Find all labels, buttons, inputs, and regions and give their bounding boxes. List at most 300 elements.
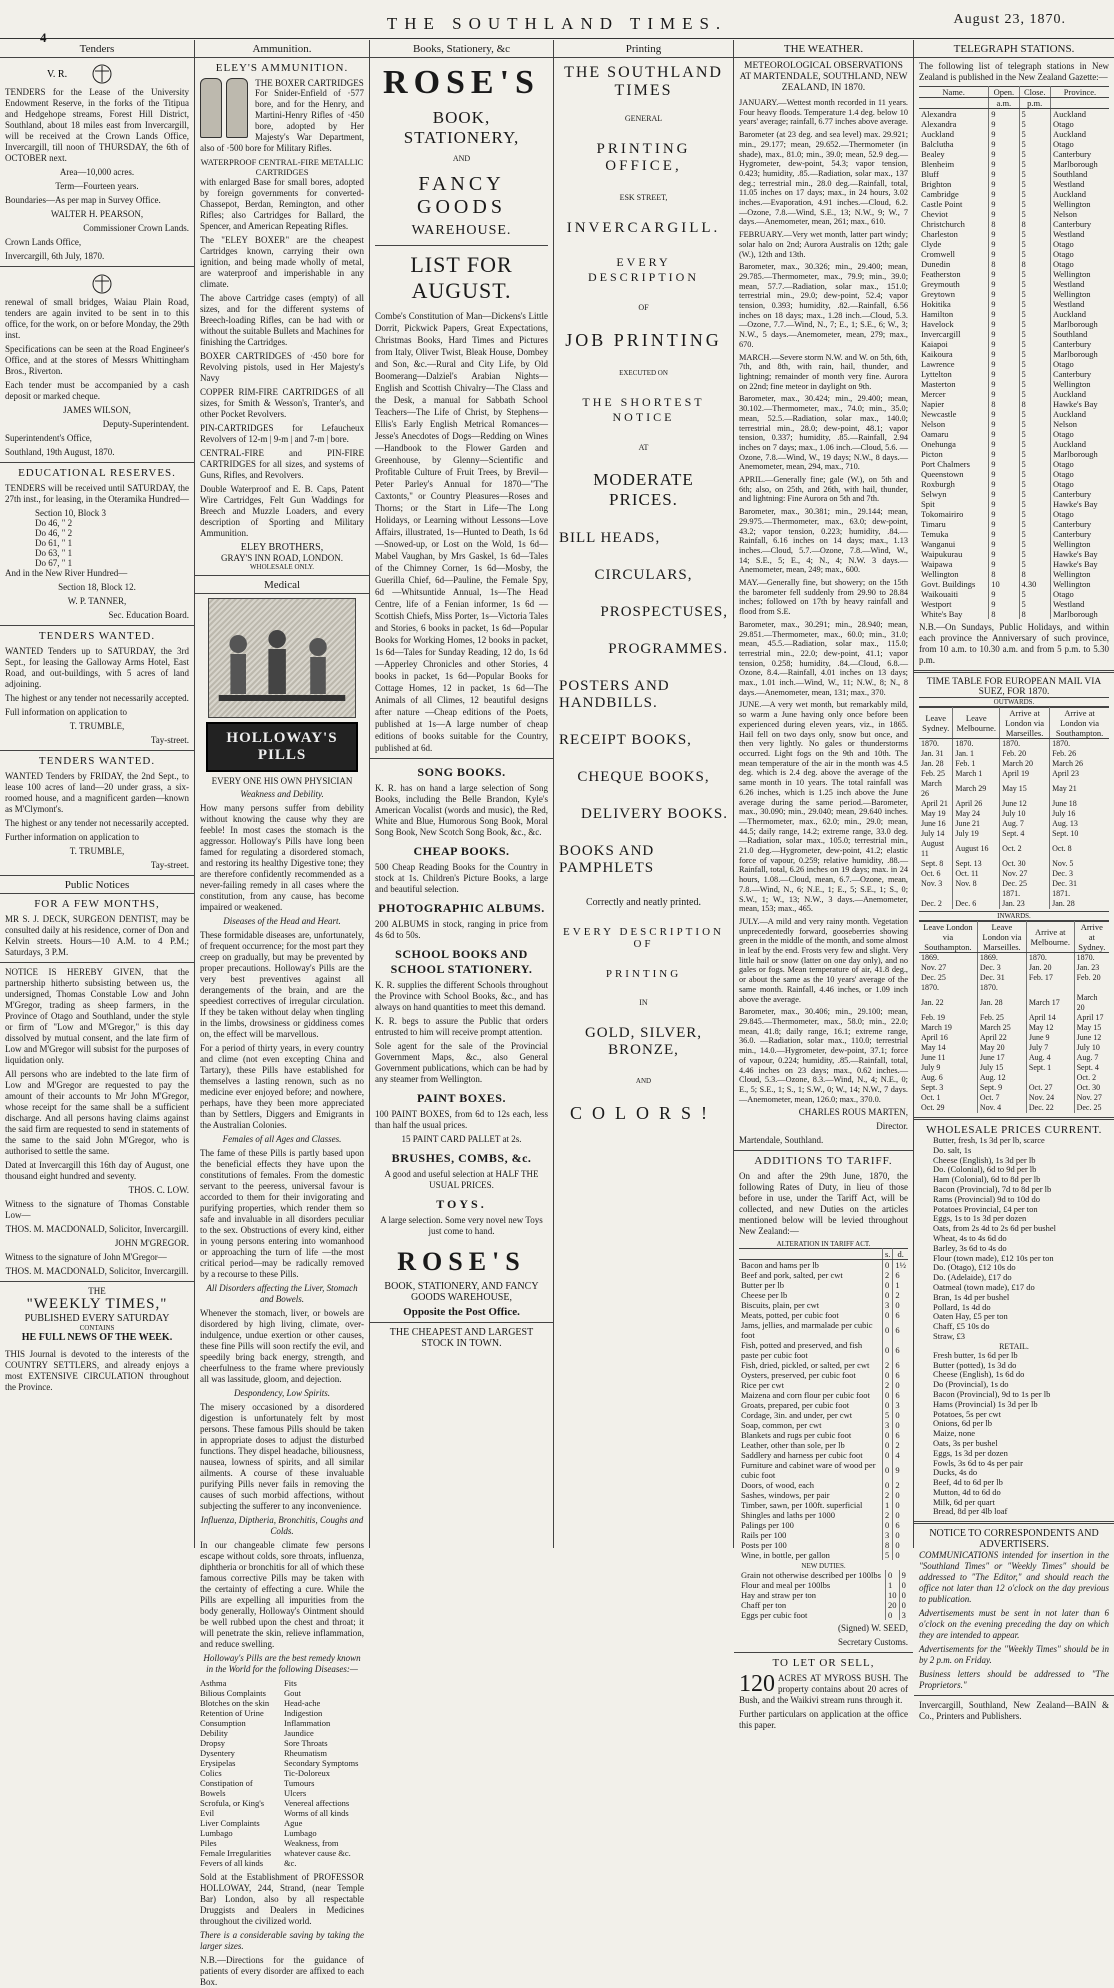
date-crown-lands: Invercargill, 6th July, 1870.: [5, 251, 105, 261]
table-cell: Otago: [1052, 119, 1074, 129]
table-row: [919, 329, 1109, 339]
table-row: [919, 369, 1109, 379]
table-row: [919, 819, 1109, 829]
table-cell: April 26: [953, 799, 1000, 809]
table-cell: Otago: [1052, 249, 1074, 259]
table-row: [919, 983, 1109, 993]
list-item: Tic-Doloreux: [284, 1768, 330, 1778]
table-cell: 2: [882, 1490, 892, 1500]
table-cell: Canterbury: [1052, 489, 1092, 499]
table-row: [919, 739, 1109, 750]
table-cell: Wellington: [919, 569, 989, 579]
table-cell: Marlborough: [1052, 319, 1098, 329]
table-cell: Kaikoura: [919, 349, 989, 359]
brushes-body: A good and useful selection at HALF THE USUAL PRICES.: [384, 1169, 539, 1190]
signature-pearson: WALTER H. PEARSON,: [50, 209, 144, 219]
weather-february-data: Barometer, max., 30.326; min., 29.400; mean, 29.785.—Thermometer, max., 79.9; min., 39.0; mean, 57.7.—Radiation, solar max., 151.0; terrestrial min., 29.0; dew-point, 52.4; vapor tension, 0.393; humidity, .82.—Rainfall, 6.56 inches on 18 days; max., 1.28 inch.—Cloud, 5.3. —Ozone, 7.7.—Wind, N., 7; E., 1; S.E., 6; W., 3; N.W., 5 days.—Anemometer, mean, 279; max., 670.: [739, 262, 908, 349]
table-cell: 2: [882, 1270, 892, 1280]
table-row: [919, 459, 1109, 469]
table-cell: Feb. 17: [1026, 973, 1074, 983]
table-cell: July 16: [1052, 809, 1076, 818]
list-item: Onions, 6d per lb: [933, 1418, 993, 1429]
list-item: Debility: [200, 1728, 228, 1738]
table-cell: Jan. 28: [1052, 899, 1075, 908]
table-cell: 5: [1019, 519, 1050, 529]
table-cell: Nelson: [1052, 419, 1078, 429]
table-cell: 2: [882, 1510, 892, 1520]
list-item: Straw, £3: [933, 1330, 966, 1341]
list-item: Bread, 8d per 4lb loaf: [933, 1506, 1008, 1517]
list-item: Beef, 4d to 6d per lb: [933, 1477, 1003, 1488]
signature-macdonald-1: THOS. M. MACDONALD, Solicitor, Invercargill.: [5, 1224, 189, 1234]
table-cell: Biscuits, plain, per cwt: [739, 1300, 882, 1310]
table-cell: Nov. 24: [1026, 1093, 1074, 1103]
list-item: Ulcers: [284, 1788, 307, 1798]
table-cell: Eggs per cubic foot: [739, 1610, 885, 1620]
table-cell: Jan. 28: [919, 759, 953, 769]
table-row: [919, 1053, 1109, 1063]
list-item: Fevers of all kinds: [200, 1858, 264, 1868]
martendale: Martendale, Southland.: [739, 1135, 824, 1146]
table-cell: 2: [895, 1290, 900, 1301]
table-cell: 9: [989, 589, 1019, 599]
table-cell: Auckland: [1052, 109, 1086, 119]
table-row: [919, 499, 1109, 509]
table-cell: Bacon and hams per lb: [739, 1260, 882, 1271]
table-cell: 9: [989, 559, 1019, 569]
table-cell: 8: [989, 609, 1019, 619]
table-cell: 9: [989, 479, 1019, 489]
heading-photo-albums: PHOTOGRAPHIC ALBUMS.: [378, 901, 545, 915]
table-row: [919, 219, 1109, 229]
list-item: Do. (Colonial), 6d to 9d per lb: [933, 1164, 1037, 1175]
table-cell: Westland: [1052, 279, 1085, 289]
table-cell: Jan. 1: [953, 749, 1000, 759]
table-cell: 0: [895, 1510, 900, 1521]
list-item: Cheese (English), 1s 3d per lb: [933, 1154, 1036, 1165]
table-row: [739, 1340, 908, 1360]
invercargill: INVERCARGILL.: [566, 220, 721, 236]
table-cell: 0: [882, 1460, 892, 1480]
table-cell: Otago: [1052, 359, 1074, 369]
table-cell: Jan. 22: [919, 993, 977, 1013]
table-cell: Otago: [1052, 239, 1074, 249]
table-cell: Groats, prepared, per cubic foot: [739, 1400, 882, 1410]
general-word: GENERAL: [624, 114, 663, 123]
table-cell: 0: [882, 1260, 892, 1271]
tender-reserve: TENDERS for the Lease of the University Endowment Reserve, in the forks of the Titipua and Hedgehope streams, Forest Hill District, Southland, about 18 miles east from Invercargill, will be received at the Crown Lands Office, Invercargill, till noon of THURSDAY, the 6th of OCTOBER next.: [5, 87, 189, 163]
table-cell: 3: [895, 1400, 900, 1411]
royal-arms-emblem: [5, 61, 189, 87]
table-cell: Hokitika: [919, 299, 989, 309]
table-cell: Feb. 19: [919, 1013, 977, 1023]
heading-educational-reserves: EDUCATIONAL RESERVES.: [18, 467, 176, 479]
signature-mgregor: JOHN M'GREGOR.: [114, 1238, 189, 1248]
table-row: [919, 609, 1109, 619]
at-word: AT: [638, 443, 649, 452]
table-cell: 1870.: [919, 739, 953, 750]
tariff-col-s: s.: [882, 1249, 892, 1260]
table-cell: 5: [1019, 309, 1050, 319]
table-cell: Otago: [1052, 459, 1074, 469]
heading-weakness: Weakness and Debility.: [240, 789, 324, 799]
list-item: Secondary Symptoms: [284, 1758, 359, 1768]
table-row: [919, 289, 1109, 299]
table-cell: May 14: [919, 1043, 977, 1053]
table-cell: 5: [1019, 189, 1050, 199]
table-row: [919, 1103, 1109, 1113]
table-cell: 9: [989, 489, 1019, 499]
table-cell: 5: [1019, 469, 1050, 479]
fancy-goods: FANCY GOODS: [417, 173, 506, 218]
table-cell: Feb. 20: [1000, 749, 1050, 759]
list-item: Ham (Colonial), 6d to 8d per lb: [933, 1174, 1041, 1185]
table-cell: 9: [989, 289, 1019, 299]
list-item: Maize, none: [933, 1428, 976, 1439]
table-cell: 1: [885, 1580, 899, 1590]
table-cell: 9: [895, 1465, 900, 1476]
table-row: [919, 159, 1109, 169]
table-cell: Canterbury: [1052, 519, 1092, 529]
telegraph-table: [919, 86, 1109, 619]
table-cell: May 19: [919, 809, 953, 819]
table-cell: 9: [989, 309, 1019, 319]
table-cell: 1870.: [953, 739, 1000, 750]
table-cell: Oysters, preserved, per cubic foot: [739, 1370, 882, 1380]
table-cell: March 1: [953, 769, 1000, 779]
sub-am: a.m.: [989, 98, 1019, 109]
table-cell: Fish, potted and preserved, and fish paste per cubic foot: [739, 1340, 882, 1360]
table-row: [919, 559, 1109, 569]
table-cell: 9: [989, 299, 1019, 309]
table-row: [919, 359, 1109, 369]
table-cell: 8: [989, 399, 1019, 409]
table-row: [919, 449, 1109, 459]
table-cell: 0: [895, 1550, 900, 1561]
royal-arms-emblem-2: [5, 271, 189, 297]
table-cell: Dec. 22: [1026, 1103, 1074, 1113]
list-item: Fowls, 3s 6d to 4s per pair: [933, 1457, 1023, 1468]
list-item: Butter, fresh, 1s 3d per lb, scarce: [933, 1135, 1045, 1145]
table-cell: Selwyn: [919, 489, 989, 499]
table-row: [919, 1083, 1109, 1093]
list-item: Oatmeal (town made), £17 do: [933, 1281, 1035, 1292]
table-row: [739, 1520, 908, 1530]
table-cell: 9: [989, 269, 1019, 279]
table-cell: Auckland: [1052, 409, 1086, 419]
page-number: 4: [40, 30, 47, 45]
table-cell: 5: [1019, 479, 1050, 489]
heading-wholesale-prices: WHOLESALE PRICES CURRENT.: [926, 1124, 1102, 1136]
tenders-wanted-note-2: The highest or any tender not necessarily accepted.: [5, 818, 189, 828]
table-cell: 6: [895, 1325, 900, 1336]
table-cell: Oct. 11: [953, 869, 1000, 879]
tenders-wanted-info-2: Further information on application to: [5, 832, 139, 842]
eley-address: GRAY'S INN ROAD, LONDON.: [220, 553, 344, 563]
delivery-books: DELIVERY BOOKS.: [581, 806, 728, 822]
table-cell: 4.30: [1019, 579, 1050, 589]
table-row: [919, 589, 1109, 599]
heading-song-books: SONG BOOKS.: [417, 765, 506, 779]
table-row: [919, 599, 1109, 609]
list-item: Flour (town made), £12 10s per ton: [933, 1252, 1054, 1263]
table-cell: Nelson: [919, 419, 989, 429]
table-cell: Nov. 27: [919, 963, 977, 973]
new-duties: NEW DUTIES.: [801, 1562, 846, 1571]
heading-paint-boxes: PAINT BOXES.: [417, 1091, 506, 1105]
correctly-printed: Correctly and neatly printed.: [586, 897, 701, 908]
table-cell: Posts per 100: [739, 1540, 882, 1550]
table-row: [919, 859, 1109, 869]
inwards-table: [919, 921, 1109, 1113]
table-header-cell: Arrive at London via Southampton.: [1050, 708, 1109, 739]
table-cell: 0: [895, 1530, 900, 1541]
col-close: Close.: [1019, 87, 1050, 98]
eley-boxer-note: The "ELEY BOXER" are the cheapest Cartridges known, carrying their own ignition, and being made wholly of metal, are waterproof and imperishable in any climate.: [200, 235, 364, 289]
table-cell: 6: [895, 1520, 900, 1531]
signature-seed-title: Secretary Customs.: [838, 1637, 908, 1648]
table-cell: 0: [895, 1490, 900, 1501]
list-item: Oats, 3s per bushel: [933, 1437, 998, 1448]
table-cell: 1870.: [1026, 953, 1074, 964]
table-cell: 6: [895, 1345, 900, 1356]
table-row: [919, 319, 1109, 329]
list-item: Pollard, 1s 4d do: [933, 1301, 991, 1312]
table-row: [919, 529, 1109, 539]
table-cell: Jan. 23: [1000, 899, 1050, 909]
table-cell: 8: [1019, 609, 1050, 619]
table-row: [919, 229, 1109, 239]
table-cell: Dec. 2: [919, 899, 953, 909]
list-item: Fits: [284, 1678, 297, 1688]
table-cell: 8: [1019, 399, 1050, 409]
table-cell: 5: [1019, 589, 1050, 599]
table-cell: Canterbury: [1052, 219, 1092, 229]
list-item: Consumption: [200, 1718, 246, 1728]
roses-title-2: ROSE'S: [397, 1247, 526, 1276]
table-cell: May 12: [1026, 1023, 1074, 1033]
signature-marten: CHARLES ROUS MARTEN,: [798, 1107, 908, 1118]
table-cell: Feb. 20: [1076, 973, 1101, 982]
table-cell: 5: [1019, 529, 1050, 539]
table-cell: Leather, other than sole, per lb: [739, 1440, 882, 1450]
table-cell: Palings per 100: [739, 1520, 882, 1530]
table-cell: Otago: [1052, 469, 1074, 479]
programmes: PROGRAMMES.: [608, 641, 728, 657]
table-row: [739, 1530, 908, 1540]
table-cell: Auckland: [1052, 189, 1086, 199]
table-row: [739, 1460, 908, 1480]
table-cell: 1870.: [977, 983, 1026, 993]
table-cell: Fish, dried, pickled, or salted, per cwt: [739, 1360, 882, 1370]
table-cell: 9: [989, 599, 1019, 609]
list-item: Asthma: [200, 1678, 227, 1688]
table-cell: Furniture and cabinet ware of wood per cubic foot: [739, 1460, 882, 1480]
table-cell: Oct. 2: [1076, 1073, 1097, 1082]
table-cell: 0: [895, 1300, 900, 1311]
table-cell: Cambridge: [919, 189, 989, 199]
table-cell: Auckland: [919, 129, 989, 139]
table-cell: 0: [882, 1370, 892, 1380]
females-body: The fame of these Pills is partly based upon the beneficial effects they have upon the constitutions of females. From the domestic servant to the peeress, universal favour is accorded to them for their invigorating and purifying properties, which render them so safe and invaluable in all disorders peculiar to the sex. Obstructions of every kind, either in young persons entering into womanhood or approaching the turn of life —the most critical period—may be radically removed by a recourse to these Pills.: [200, 1148, 364, 1279]
list-item: Ague: [284, 1818, 303, 1828]
table-cell: Doors, of wood, each: [739, 1480, 882, 1490]
table-cell: Soap, common, per cwt: [739, 1420, 882, 1430]
table-cell: Dec. 3: [977, 963, 1026, 973]
telegraph-intro: The following list of telegraph stations in New Zealand is published in the New Zealand Gazette:—: [919, 61, 1109, 82]
list-item: Blotches on the skin: [200, 1698, 270, 1708]
office-crown-lands: Crown Lands Office,: [5, 237, 82, 247]
executed-on: EXECUTED ON: [619, 369, 668, 377]
list-item: Constipation of Bowels: [200, 1778, 253, 1798]
table-cell: 5: [1019, 459, 1050, 469]
table-cell: 1870.: [1000, 739, 1050, 750]
table-cell: 9: [989, 459, 1019, 469]
table-cell: 5: [1019, 209, 1050, 219]
disease-list-b: [284, 1678, 364, 1868]
table-cell: Oct. 27: [1026, 1083, 1074, 1093]
printing-office: PRINTING OFFICE,: [596, 141, 691, 174]
table-row: [919, 139, 1109, 149]
table-cell: Hamilton: [919, 309, 989, 319]
posters-handbills: POSTERS AND HANDBILLS.: [559, 678, 670, 711]
table-cell: May 15: [1076, 1023, 1102, 1032]
table-cell: Aug. 6: [919, 1073, 977, 1083]
table-cell: 5: [1019, 159, 1050, 169]
signature-tanner: W. P. TANNER,: [67, 596, 127, 606]
esk-street: ESK STREET,: [619, 193, 668, 202]
table-cell: Sashes, windows, per pair: [739, 1490, 882, 1500]
table-cell: Invercargill: [919, 329, 989, 339]
school-books-body: K. R. supplies the different Schools throughout the Province with School Books, &c., and has always on hand quantities to meet this demand.: [375, 980, 548, 1012]
inwards: INWARDS.: [919, 911, 1109, 921]
col-name: Name.: [919, 87, 989, 98]
of-word: OF: [638, 303, 649, 312]
weather-may-data: Barometer, max., 30.291; min., 28.940; mean, 29.851.—Thermometer, max., 60.0; min., 31.0; mean, 45.5.—Radiation, solar max., 115.0; terrestrial min., 22.0; dew-point, 41.1; vapor tension, 0.258; humidity, .84.—Cloud, 6.8.—Ozone, 8.4.—Rainfall, 4.01 inches on 13 days; max., 1.01 inch.—Wind, W., 11; N.W., 8; N., 8 days.—Anemometer, mean, 131; max., 370.: [739, 619, 908, 697]
head-heart-body: These formidable diseases are, unfortunately, of frequent occurrence; for the most part they creep on gradually, but may be prevented by proper precautions. Holloway's Pills are the very best preventives against all derangements of the brain, and are the speediest correctives of irregular circulation. If they be taken without delay when tingling in the limbs, drowsiness or giddiness comes on, the effect will be marvellous.: [200, 930, 364, 1039]
weather-title: METEOROLOGICAL OBSERVATIONS AT MARTENDALE, SOUTHLAND, NEW ZEALAND, IN 1870.: [739, 61, 908, 93]
table-cell: Oct. 2: [1000, 839, 1050, 859]
table-row: [919, 549, 1109, 559]
table-cell: Nov. 3: [919, 879, 953, 889]
table-row: [919, 963, 1109, 973]
table-cell: 0: [882, 1290, 892, 1300]
eley-wholesale: WHOLESALE ONLY.: [249, 563, 315, 571]
table-cell: 5: [1019, 239, 1050, 249]
table-cell: Auckland: [1052, 129, 1086, 139]
masthead: THE SOUTHLAND TIMES.: [386, 14, 728, 33]
table-cell: 9: [989, 319, 1019, 329]
heading-despondency: Despondency, Low Spirits.: [234, 1388, 330, 1398]
list-item: Wheat, 4s to 4s 6d do: [933, 1232, 1007, 1243]
school-books-body-2: K. R. begs to assure the Public that orders entrusted to him will receive prompt attention.: [375, 1016, 548, 1037]
table-row: [919, 509, 1109, 519]
section-list: [5, 508, 189, 568]
list-item: Ducks, 4s do: [933, 1467, 978, 1478]
tender-cash: Each tender must be accompanied by a cash deposit or marked cheque.: [5, 380, 189, 401]
list-item: Section 10, Block 3: [35, 508, 106, 518]
table-row: [919, 569, 1109, 579]
holloway-sold: Sold at the Establishment of PROFESSOR HOLLOWAY, 244, Strand, (near Temple Bar) London, also by all respectable Druggists and Dealers in Medicines throughout the civilized world.: [200, 1872, 364, 1926]
table-cell: White's Bay: [919, 609, 989, 619]
table-cell: 5: [1019, 539, 1050, 549]
table-cell: Napier: [919, 399, 989, 409]
table-row: [739, 1550, 908, 1560]
table-row: [739, 1480, 908, 1490]
heading-eley: ELEY'S AMMUNITION.: [215, 62, 349, 74]
table-cell: July 15: [977, 1063, 1026, 1073]
cartridge-cases: The above Cartridge cases (empty) of all sizes, and for the different systems of Breech-loading Rifles, can be had with or without the suitable Bullets and Machines for finishing the Cartridges.: [200, 293, 364, 347]
heading-tariff: ADDITIONS TO TARIFF.: [754, 1155, 893, 1168]
table-cell: Aug. 7: [1000, 819, 1050, 829]
tariff-table: [739, 1248, 908, 1560]
weekly-contains: CONTAINS: [79, 1324, 115, 1332]
colors: COLORS!: [569, 1103, 717, 1123]
roses-title: ROSE'S: [383, 64, 540, 101]
table-cell: 0: [901, 1580, 906, 1591]
list-item: Jaundice: [284, 1728, 314, 1738]
table-row: [739, 1410, 908, 1420]
table-cell: Oct. 8: [1052, 844, 1072, 853]
list-item: Inflammation: [284, 1718, 331, 1728]
table-cell: Sept. 8: [919, 859, 953, 869]
list-item: Eggs, 1s 3d per dozen: [933, 1447, 1008, 1458]
table-cell: Hawke's Bay: [1052, 549, 1098, 559]
table-cell: 9: [989, 389, 1019, 399]
table-row: [919, 149, 1109, 159]
tender-boundaries: Boundaries—As per map in Survey Office.: [5, 195, 161, 205]
table-cell: 5: [1019, 139, 1050, 149]
to-let-block: [739, 1673, 908, 1706]
table-cell: Kaiapoi: [919, 339, 989, 349]
table-cell: Cromwell: [919, 249, 989, 259]
table-row: [739, 1590, 908, 1600]
table-row: [739, 1510, 908, 1520]
table-row: [739, 1490, 908, 1500]
circulars: CIRCULARS,: [594, 567, 693, 583]
weather-march-data: Barometer, max., 30.424; min., 29.400; mean, 30.102.—Thermometer, max., 74.0; min., 35.0; mean, 52.5.—Radiation, solar max., 140.0; terrestrial min., 28.0; dew-point, 48.1; vapor tension, 0.337; humidity, .85.—Rainfall, 2.94 inches on 7 days; max., 1.06 inch.—Cloud, 5.6. —Ozone, 7.8.—Wind, W., 19 days; N.W., 8 days.—Anemometer, mean, 294, max., 710.: [739, 394, 908, 472]
table-cell: Otago: [1052, 589, 1074, 599]
list-item: Mutton, 4d to 6d do: [933, 1486, 1001, 1497]
holloway-saving: There is a considerable saving by taking the larger sizes.: [200, 1930, 364, 1951]
table-cell: Timaru: [919, 519, 989, 529]
table-cell: 0: [895, 1500, 900, 1511]
table-cell: 9: [989, 239, 1019, 249]
job-printing: JOB PRINTING: [565, 330, 722, 350]
sole-agent: Sole agent for the sale of the Provincial Government Maps, &c., also General Government publications, which can be had by any steamer from Wellington.: [375, 1041, 548, 1084]
list-item: Do. salt, 1s: [933, 1144, 972, 1155]
signature-trumble-street-2: Tay-street.: [150, 860, 189, 870]
table-cell: 9: [989, 159, 1019, 169]
to-let-further: Further particulars on application at the office this paper.: [739, 1709, 908, 1731]
influenza-body: In our changeable climate few persons escape without colds, sore throats, influenza, diphtheria or bronchitis for all of which these famous corrective Pills may be taken with the certainty of effecting a cure. While the Pills are expelling all impurities from the body generally, Holloway's Ointment should be well rubbed upon the chest and throat; it will penetrate the skin, relieve inflammation, and reduce swelling.: [200, 1540, 364, 1649]
weekly-body: THIS Journal is devoted to the interests of the COUNTRY SETTLERS, and already enjoys a most EXTENSIVE CIRCULATION throughout the Province.: [5, 1349, 189, 1392]
cartridge-icon: [226, 78, 248, 138]
table-cell: Jams, jellies, and marmalade per cubic foot: [739, 1320, 882, 1340]
table-cell: 5: [1019, 129, 1050, 139]
table-cell: Dec. 6: [953, 899, 1000, 909]
table-row: [919, 749, 1109, 759]
table-cell: Port Chalmers: [919, 459, 989, 469]
table-cell: 20: [885, 1600, 899, 1610]
table-row: [739, 1300, 908, 1310]
table-cell: May 15: [1000, 779, 1050, 799]
table-cell: [919, 889, 953, 899]
dentist-notice: MR S. J. DECK, SURGEON DENTIST, may be consulted daily at his residence, corner of Don and Kelvin streets. Hours—10 A.M. to 4 P.M.; Saturdays, 3 P.M.: [5, 914, 189, 957]
table-cell: June 12: [1076, 1033, 1102, 1042]
table-cell: 5: [1019, 329, 1050, 339]
table-cell: Wellington: [1052, 579, 1091, 589]
